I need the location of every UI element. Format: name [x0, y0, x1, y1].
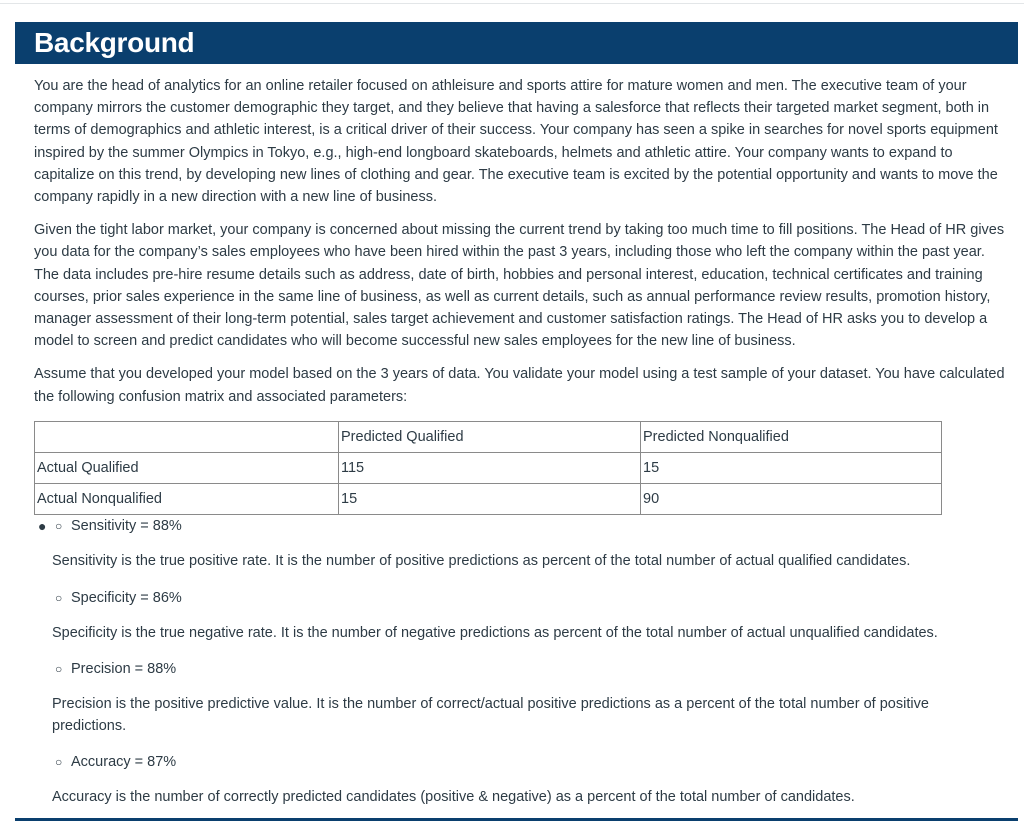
list-item [34, 751, 1009, 809]
top-divider [0, 3, 1024, 4]
hollow-bullet-icon: ○ [55, 755, 63, 769]
column-header-predicted-qualified: Predicted Qualified [339, 422, 641, 453]
specificity-label: Specificity = 86% [71, 589, 182, 606]
hollow-bullet-icon: ○ [55, 662, 63, 676]
data-paragraph: Given the tight labor market, your company is concerned about missing the current trend by taking too much time to fill positions. The Head of HR gives you data for the company’s sales employees who have been hired within the past 3 years, including those who left the company within the past year. The data includes pre-hire resume details such as address, date of birth, hobbies and personal interest, education, technical certificates and training courses, prior sales experience in the same line of business, as well as current details, such as annual performance review results, promotion history, manager assessment of their long-term potential, sales target achievement and customer satisfaction ratings. The Head of HR asks you to develop a model to screen and predict candidates who will become successful new sales employees for the new line of business. [34, 222, 1005, 350]
precision-label: Precision = 88% [71, 661, 177, 677]
list-item [34, 658, 1009, 737]
intro-paragraph: You are the head of analytics for an online retailer focused on athleisure and sports attire for mature women and men. The executive team of your company mirrors the customer demographic they target, and they believe that having a salesforce that reflects their targeted market segment, both in terms of demographics and athletic interest, is a critical driver of their success. Your company has seen a spike in searches for novel sports equipment inspired by the summer Olympics in Tokyo, e.g., high-end longboard skateboards, helmets and athletic attire. Your company wants to expand to capitalize on this trend, by developing new lines of clothing and gear. The executive team is excited by the potential opportunity and wants to move the company rapidly in a new direction with a new line of business. [34, 78, 998, 206]
cell-true-positive: 115 [339, 453, 641, 484]
bullet-icon: ● [38, 518, 47, 534]
cell-false-positive: 15 [339, 484, 641, 515]
accuracy-label: Accuracy = 87% [71, 754, 177, 770]
list-item [34, 515, 1009, 573]
background-text [34, 75, 1009, 419]
bottom-divider [15, 818, 1018, 821]
table-row [35, 484, 942, 515]
table-corner-cell [35, 422, 339, 453]
sensitivity-label: Sensitivity = 88% [71, 518, 182, 534]
column-header-predicted-nonqualified: Predicted Nonqualified [641, 422, 942, 453]
section-banner [15, 22, 1018, 64]
confusion-matrix-table [34, 421, 942, 515]
table-row [35, 453, 942, 484]
specificity-description: Specificity is the true negative rate. It is the number of negative predictions as percent of the total number of actual unqualified candidates. [52, 624, 938, 641]
hollow-bullet-icon: ○ [55, 590, 63, 605]
sensitivity-description: Sensitivity is the true positive rate. It is the number of positive predictions as percent of the total number of actual qualified candidates. [52, 553, 911, 569]
row-header-actual-nonqualified: Actual Nonqualified [35, 484, 339, 515]
hollow-bullet-icon: ○ [55, 519, 63, 533]
cell-true-negative: 90 [641, 484, 942, 515]
model-paragraph: Assume that you developed your model based on the 3 years of data. You validate your model using a test sample of your dataset. You have calculated the following confusion matrix and associated parameters: [34, 366, 1005, 405]
page-title: Background [34, 27, 195, 58]
row-header-actual-qualified: Actual Qualified [35, 453, 339, 484]
precision-description: Precision is the positive predictive value. It is the number of correct/actual positive predictions as a percent of the total number of positive predictions. [52, 696, 929, 734]
table-header-row [35, 422, 942, 453]
metrics-list [34, 515, 1009, 823]
cell-false-negative: 15 [641, 453, 942, 484]
list-item [34, 587, 1009, 645]
accuracy-description: Accuracy is the number of correctly predicted candidates (positive & negative) as a percent of the total number of candidates. [52, 789, 855, 805]
